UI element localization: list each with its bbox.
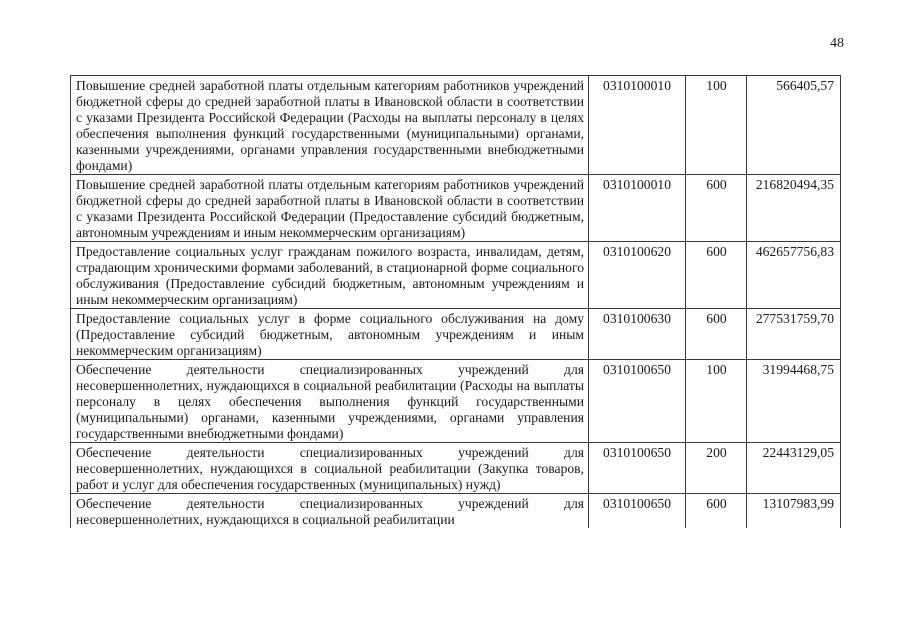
expenditure-description: Обеспечение деятельности специализированных учреждений для несовершеннолетних, нуждающихся в социальной реабилитации (Закупка товаров, работ и услуг для обеспечения государственных (муниципальных) нужд) — [71, 443, 589, 494]
expenditure-description: Предоставление социальных услуг гражданам пожилого возраста, инвалидам, детям, страдающим хроническими формами заболеваний, в стационарной форме социального обслуживания (Предоставление субсидий бюджетным, автономным учреждениям и иным некоммерческим организациям) — [71, 242, 589, 309]
expenditure-type-code: 100 — [686, 76, 747, 175]
expenditure-type-code: 600 — [686, 175, 747, 242]
table-row — [71, 76, 841, 175]
amount-value: 462657756,83 — [747, 242, 841, 309]
amount-value: 22443129,05 — [747, 443, 841, 494]
expenditure-description: Повышение средней заработной платы отдельным категориям работников учреждений бюджетной сферы до средней заработной платы в Ивановской области в соответствии с указами Президента Российской Федерации (Расходы на выплаты персоналу в целях обеспечения выполнения функций государственными (муниципальными) органами, казенными учреждениями, органами управления государственными внебюджетными фондами) — [71, 76, 589, 175]
table-row — [71, 242, 841, 309]
amount-value: 216820494,35 — [747, 175, 841, 242]
expenditure-type-code: 600 — [686, 309, 747, 360]
expenditure-description: Обеспечение деятельности специализированных учреждений для несовершеннолетних, нуждающихся в социальной реабилитации (Расходы на выплаты персоналу в целях обеспечения выполнения функций государственными (муниципальными) органами, казенными учреждениями, органами управления государственными внебюджетными фондами) — [71, 360, 589, 443]
target-article-code: 0310100650 — [589, 443, 686, 494]
amount-value: 566405,57 — [747, 76, 841, 175]
page-number: 48 — [830, 36, 844, 51]
expenditure-type-code: 100 — [686, 360, 747, 443]
target-article-code: 0310100650 — [589, 360, 686, 443]
table-row — [71, 175, 841, 242]
expenditure-description: Повышение средней заработной платы отдельным категориям работников учреждений бюджетной сферы до средней заработной платы в Ивановской области в соответствии с указами Президента Российской Федерации (Предоставление субсидий бюджетным, автономным учреждениям и иным некоммерческим организациям) — [71, 175, 589, 242]
target-article-code: 0310100010 — [589, 76, 686, 175]
amount-value: 277531759,70 — [747, 309, 841, 360]
expenditure-type-code: 600 — [686, 494, 747, 529]
expenditure-type-code: 600 — [686, 242, 747, 309]
table-row — [71, 309, 841, 360]
expenditure-type-code: 200 — [686, 443, 747, 494]
table-row — [71, 360, 841, 443]
target-article-code: 0310100010 — [589, 175, 686, 242]
amount-value: 31994468,75 — [747, 360, 841, 443]
amount-value: 13107983,99 — [747, 494, 841, 529]
expenditure-description: Обеспечение деятельности специализированных учреждений для несовершеннолетних, нуждающихся в социальной реабилитации — [71, 494, 589, 529]
target-article-code: 0310100620 — [589, 242, 686, 309]
budget-expenditure-table — [70, 75, 841, 528]
target-article-code: 0310100630 — [589, 309, 686, 360]
table-row — [71, 494, 841, 529]
table-row — [71, 443, 841, 494]
expenditure-description: Предоставление социальных услуг в форме социального обслуживания на дому (Предоставление субсидий бюджетным, автономным учреждениям и иным некоммерческим организациям) — [71, 309, 589, 360]
target-article-code: 0310100650 — [589, 494, 686, 529]
